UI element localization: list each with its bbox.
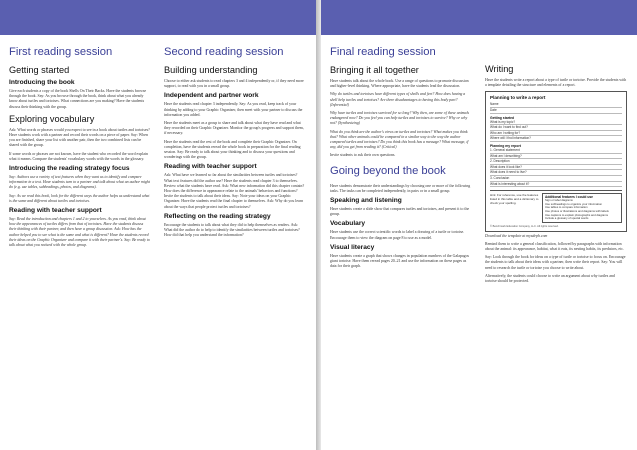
heading-independent-work: Independent and partner work [164,92,259,100]
hint-text: Hint: For reference, use the features listed in this table and a dictionary to check your spelling. [490,193,539,206]
paragraph: Encourage the students to talk about what they did to help themselves as readers. Ask: What did the author do to help to identify the similarities between turtles and tortoises? How did that help you understand the information? [164,222,300,238]
section-title-beyond: Going beyond the book [330,164,446,177]
right-page [321,0,637,450]
writing-column [485,46,627,287]
paragraph: Give each students a copy of the book Shells On Their Backs. Have the students browse through the book. Say: As you browse through the book, think about what you already know about turtles and tortoises. What connections are you making? Have the students discuss their thinking with the group. [9,89,147,109]
form-line: 1. General statement [490,148,622,154]
paragraph: Have the students write a report about a type of turtle or tortoise. Provide the students with a template detailing the structure and elements of a report. [485,78,627,88]
second-session-column [164,46,306,241]
section-subtitle: Building understanding [164,65,258,75]
paragraph: If some words or phrases are not known, have the student who recorded the word explain what it means. Compare the students' vocabulary words with the words in the glossary. [9,151,148,161]
additional-features-box [490,190,622,223]
section-subtitle: Getting started [9,65,70,75]
feature-item: Use captions to explain photographs and diagrams [545,212,608,217]
form-line-date: Date [490,108,622,114]
form-line: What does it look like? [490,165,622,171]
paragraph: Have the students meet as a group to share and talk about what they have read and what they recorded on their Graphic Organizer. Monitor the group's progress and support them, if necessary. [164,121,304,136]
paragraph: Remind them to write a general classification, followed by paragraphs with information about the animal: its appearance, habitat, what it eats, its nesting habits, its predators, etc. [485,241,624,251]
report-template-form [485,91,627,231]
paragraph: Invite students to ask their own questions. [330,153,396,158]
paragraph: Alternatively, the students could choose to write an argument about why turtles and tortoise should be protected. [485,273,615,283]
feature-item: Use subheadings to organize your information [545,201,603,206]
question: Why have turtles and tortoises survived for so long? Why then, are some of these animals endangered now? Do you feel you can help turtles and tortoises to survive? Why or why not? (Synthesizing) [330,111,470,126]
form-heading-planning: Planning my report [490,143,521,148]
form-line: What am I describing? [490,154,622,160]
right-header-bar [321,0,637,35]
paragraph: Say: As we read this book, look for the different ways the author helps us understand what is the same and different about turtles and tortoises. [9,193,150,203]
form-line-name: Name [490,102,622,108]
paragraph: Ask: What have we learned so far about the similarities between turtles and tortoises? What text features did the author use? Have the students read chapter 3 to themselves. Review what the students have read. Ask: What new information did this chapter contain? How does the difference in appearance relate to the animals' behaviors and functions? Invite the students to talk about their ideas. Say: Note your ideas on your Graphic Organizer. Have the students read the final chapter to themselves. Ask: Why do you learn about the ways that people protect turtles and tortoises? [164,173,305,209]
heading-vocabulary: Vocabulary [330,220,366,228]
section-title: Final reading session [330,46,436,58]
form-line: Where will I find information? [490,136,622,142]
form-title: Planning to write a report [490,95,546,101]
first-session-column [9,46,151,251]
question: What do you think are the author's views on turtles and tortoises? What makes you think that? What other animals could be compared in a similar way to the way the author compared turtles and tortoises? Do you think this book has a message? What message, if any, did you get from reading it? (Critical) [330,129,469,150]
paragraph: Have students talk about the whole book. Use a range of questions to promote discussion and higher-level thinking. Where appropriate, have the students lead the discussion. [330,79,469,89]
heading-strategy-focus: Introducing the reading strategy focus [9,165,130,173]
paragraph: Say: Read the introduction and chapters 1 and 2 to yourselves. As you read, think about how the appearances of turtles differs from that of tortoises. Have the students discuss their thinking with their partner, and then have a group discussion. Ask: How has the author helped you to see what is the same and what is different? Have the students record their ideas on the Graphic Organizer and compare it with their partner's. Say: Be ready to talk about what you noticed with the whole group. [9,217,150,248]
paragraph: Say: Look through the book for ideas on a type of turtle or tortoise to focus on. Encourage the students to talk about their ideas with a partner, then write their report. Say: You will need to research the turtle or tortoise you choose to write about. [485,255,626,270]
paragraph: Choose to either ask students to read chapters 3 and 4 independently or, if they need more support, to read with you in a small group. [164,79,304,89]
heading-visual-literacy: Visual literacy [330,243,375,251]
paragraph: Have the students read the rest of the book and complete their Graphic Organizer. On completion, have the students reread the whole book in preparation for the final reading session. Say: Be ready to talk about your thinking and to discuss your questions and wonderings with the group. [164,139,301,160]
section-title: First reading session [9,46,113,58]
form-footer: © Benchmark Education Company, LLC. All rights reserved. [490,224,559,228]
heading-speaking: Speaking and listening [330,197,402,205]
form-line: What is interesting about it? [490,182,622,188]
heading-exploring-vocabulary: Exploring vocabulary [9,113,95,124]
paragraph: Have students create a graph that shows changes in population numbers of the Galapagos giant tortoise. Have them reread pages 20–21 and use the information on these pages as data for their graph. [330,253,470,269]
section-title: Second reading session [164,46,284,58]
paragraph: Have students use the correct scientific words to label a drawing of a turtle or tortoise. Encourage them to view the diagram on page 8 to use as a model. [330,230,465,240]
left-page [0,0,316,450]
form-line: Who am I writing for? [490,131,622,137]
form-line: 2. Description [490,159,622,165]
paragraph: Ask: What words or phrases would you expect to see in a book about turtles and tortoises? Have students work with a partner and record their words on a piece of paper. Say: When you are finished, share your list with another pair, then the two combined lists can be shared with the group. [9,127,150,148]
section-subtitle: Writing [485,64,514,74]
heading-teacher-support: Reading with teacher support [9,207,102,215]
feature-item: Sign or label diagrams [545,198,573,203]
heading-reflecting: Reflecting on the reading strategy [164,212,271,220]
feature-item: Use photos or illustrations and diagrams with labels [545,208,609,213]
feature-item: Use tables to compare information [545,205,588,210]
features-list [542,193,622,223]
download-caption[interactable]: Download the template at mysdeph.com [485,233,548,238]
section-subtitle: Bringing it all together [330,65,419,75]
form-line: 3. Conclusion [490,176,622,182]
paragraph: Have the students read chapter 3 independently. Say: As you read, keep track of your thinking by adding to your Graphic Organizer, then meet with your partner to discuss the information you added. [164,102,303,117]
heading-introducing-book: Introducing the book [9,79,75,86]
form-line: What is my topic? [490,120,622,126]
form-line: What does it need to live? [490,170,622,176]
feature-item: Include a glossary of special words [545,216,589,221]
paragraph: Have students create a slide show that compares turtles and tortoises, and present it to the group. [330,207,470,217]
final-session-column [330,46,472,272]
heading-teacher-support: Reading with teacher support [164,163,257,171]
question: Why do turtles and tortoises have different types of shells and feet? How does having a shell help turtles and tortoises? Are there disadvantages to having this body part? (Inferential) [330,92,466,107]
form-line: What do I want to find out? [490,125,622,131]
paragraph: Have students demonstrate their understandings by choosing one or more of the following tasks. The tasks can be completed independently, in pairs or in a small group. [330,183,471,193]
paragraph: Say: Authors use a variety of text features when they want us to identify and compare information in a text. Have students turn to a partner and talk about what an author might do (e.g. use tables, subheadings, photos, and diagrams). [9,175,150,190]
left-header-bar [0,0,316,35]
features-title: Additional features I could use [545,195,593,200]
form-heading-getting-started: Getting started [490,115,515,120]
